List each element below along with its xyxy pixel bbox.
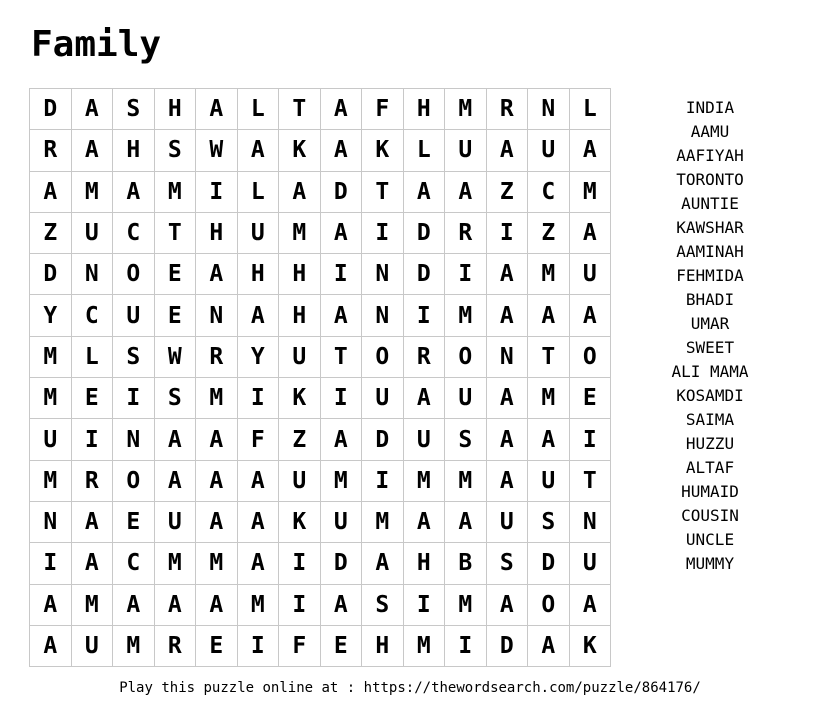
grid-cell[interactable]: A [486, 130, 528, 171]
grid-cell[interactable]: U [71, 625, 113, 666]
grid-cell[interactable]: O [113, 460, 155, 501]
word-list-item: KAWSHAR [676, 218, 744, 237]
word-list-item: HUMAID [681, 482, 739, 501]
grid-cell[interactable]: A [196, 89, 238, 130]
grid-cell[interactable]: A [237, 295, 279, 336]
grid-cell[interactable]: A [71, 543, 113, 584]
grid-cell[interactable]: M [569, 171, 611, 212]
grid-cell[interactable]: I [196, 171, 238, 212]
grid-cell[interactable]: O [528, 584, 570, 625]
grid-cell[interactable]: U [528, 460, 570, 501]
grid-cell[interactable]: Z [279, 419, 321, 460]
grid-row [30, 625, 611, 666]
grid-cell[interactable]: H [113, 130, 155, 171]
grid-cell[interactable]: A [528, 295, 570, 336]
word-list-item: AUNTIE [681, 194, 739, 213]
grid-cell[interactable]: S [154, 130, 196, 171]
grid-cell[interactable]: I [320, 254, 362, 295]
grid-cell[interactable]: R [71, 460, 113, 501]
grid-cell[interactable]: D [320, 543, 362, 584]
grid-cell[interactable]: U [445, 130, 487, 171]
word-list-item: TORONTO [676, 170, 744, 189]
grid-cell[interactable]: F [279, 625, 321, 666]
grid-cell[interactable]: M [30, 336, 72, 377]
grid-cell[interactable]: L [237, 89, 279, 130]
grid-cell[interactable]: M [196, 543, 238, 584]
grid-cell[interactable]: N [113, 419, 155, 460]
grid-cell[interactable]: N [196, 295, 238, 336]
grid-cell[interactable]: I [237, 378, 279, 419]
grid-cell[interactable]: A [569, 584, 611, 625]
word-list-item: SAIMA [685, 410, 735, 429]
grid-cell[interactable]: A [71, 501, 113, 542]
grid-cell[interactable]: A [154, 584, 196, 625]
grid-cell[interactable]: M [445, 295, 487, 336]
grid-cell[interactable]: I [30, 543, 72, 584]
word-list-item: HUZZU [685, 434, 735, 453]
grid-cell[interactable]: A [30, 625, 72, 666]
grid-row [30, 171, 611, 212]
grid-row [30, 336, 611, 377]
grid-cell[interactable]: A [486, 419, 528, 460]
grid-cell[interactable]: R [403, 336, 445, 377]
grid-cell[interactable]: I [403, 295, 445, 336]
grid-cell[interactable]: A [445, 501, 487, 542]
grid-cell[interactable]: C [113, 543, 155, 584]
grid-row [30, 254, 611, 295]
grid-cell[interactable]: O [362, 336, 404, 377]
footer-link-text: Play this puzzle online at : https://thewordsearch.com/puzzle/864176/ [119, 680, 701, 696]
word-list-item: UMAR [690, 314, 730, 333]
grid-cell[interactable]: M [71, 171, 113, 212]
grid-cell[interactable]: I [279, 543, 321, 584]
grid-cell[interactable]: D [30, 89, 72, 130]
grid-cell[interactable]: F [237, 419, 279, 460]
grid-cell[interactable]: A [320, 130, 362, 171]
grid-cell[interactable]: M [30, 378, 72, 419]
grid-cell[interactable]: N [569, 501, 611, 542]
grid-cell[interactable]: A [486, 584, 528, 625]
grid-cell[interactable]: U [320, 501, 362, 542]
grid-cell[interactable]: M [403, 625, 445, 666]
grid-cell[interactable]: I [445, 254, 487, 295]
grid-cell[interactable]: W [196, 130, 238, 171]
grid-cell[interactable]: N [486, 336, 528, 377]
grid-cell[interactable]: S [362, 584, 404, 625]
grid-cell[interactable]: I [362, 460, 404, 501]
grid-cell[interactable]: A [237, 501, 279, 542]
grid-cell[interactable]: U [237, 212, 279, 253]
grid-cell[interactable]: F [362, 89, 404, 130]
word-list-item: SWEET [685, 338, 735, 357]
grid-cell[interactable]: W [154, 336, 196, 377]
grid-row [30, 460, 611, 501]
grid-cell[interactable]: T [279, 89, 321, 130]
grid-cell[interactable]: D [486, 625, 528, 666]
grid-cell[interactable]: D [320, 171, 362, 212]
grid-row [30, 584, 611, 625]
grid-cell[interactable]: R [196, 336, 238, 377]
grid-cell[interactable]: A [196, 584, 238, 625]
grid-cell[interactable]: L [403, 130, 445, 171]
grid-cell[interactable]: A [320, 89, 362, 130]
grid-cell[interactable]: R [445, 212, 487, 253]
grid-cell[interactable]: H [154, 89, 196, 130]
grid-cell[interactable]: E [113, 501, 155, 542]
grid-cell[interactable]: Z [528, 212, 570, 253]
grid-cell[interactable]: A [362, 543, 404, 584]
grid-cell[interactable]: H [196, 212, 238, 253]
grid-cell[interactable]: C [528, 171, 570, 212]
grid-cell[interactable]: A [30, 171, 72, 212]
grid-cell[interactable]: O [445, 336, 487, 377]
grid-cell[interactable]: U [569, 254, 611, 295]
grid-cell[interactable]: A [237, 543, 279, 584]
grid-cell[interactable]: U [279, 460, 321, 501]
grid-cell[interactable]: N [362, 254, 404, 295]
grid-cell[interactable]: A [403, 501, 445, 542]
word-list-item: FEHMIDA [676, 266, 744, 285]
grid-cell[interactable]: A [320, 419, 362, 460]
grid-cell[interactable]: A [320, 295, 362, 336]
grid-cell[interactable]: M [528, 254, 570, 295]
grid-cell[interactable]: A [486, 378, 528, 419]
grid-cell[interactable]: U [403, 419, 445, 460]
grid-cell[interactable]: D [403, 254, 445, 295]
grid-cell[interactable]: L [569, 89, 611, 130]
grid-cell[interactable]: K [569, 625, 611, 666]
grid-cell[interactable]: H [237, 254, 279, 295]
grid-cell[interactable]: M [154, 543, 196, 584]
grid-cell[interactable]: S [486, 543, 528, 584]
grid-cell[interactable]: M [279, 212, 321, 253]
grid-cell[interactable]: U [528, 130, 570, 171]
grid-cell[interactable]: E [569, 378, 611, 419]
word-list [640, 96, 780, 576]
word-list-item: INDIA [685, 98, 735, 117]
grid-cell[interactable]: A [528, 419, 570, 460]
grid-cell[interactable]: A [486, 460, 528, 501]
grid-cell[interactable]: Y [237, 336, 279, 377]
word-list-item: COUSIN [681, 506, 739, 525]
grid-cell[interactable]: A [569, 212, 611, 253]
grid-cell[interactable]: O [113, 254, 155, 295]
grid-cell[interactable]: H [279, 295, 321, 336]
grid-row [30, 295, 611, 336]
grid-cell[interactable]: K [362, 130, 404, 171]
grid-cell[interactable]: N [30, 501, 72, 542]
grid-cell[interactable]: M [196, 378, 238, 419]
grid-cell[interactable]: A [196, 419, 238, 460]
grid-cell[interactable]: M [445, 460, 487, 501]
grid-cell[interactable]: U [569, 543, 611, 584]
grid-cell[interactable]: A [237, 460, 279, 501]
word-list-item: MUMMY [685, 554, 735, 573]
grid-cell[interactable]: D [362, 419, 404, 460]
word-list-item: ALTAF [685, 458, 735, 477]
grid-cell[interactable]: M [237, 584, 279, 625]
grid-cell[interactable]: T [362, 171, 404, 212]
grid-cell[interactable]: U [154, 501, 196, 542]
grid-cell[interactable]: M [30, 460, 72, 501]
grid-cell[interactable]: A [113, 584, 155, 625]
grid-cell[interactable]: N [528, 89, 570, 130]
grid-cell[interactable]: Z [30, 212, 72, 253]
grid-cell[interactable]: K [279, 130, 321, 171]
grid-row [30, 130, 611, 171]
puzzle-title: Family [31, 24, 162, 65]
grid-cell[interactable]: M [71, 584, 113, 625]
grid-cell[interactable]: K [279, 501, 321, 542]
grid-cell[interactable]: O [569, 336, 611, 377]
grid-cell[interactable]: A [71, 130, 113, 171]
grid-cell[interactable]: U [486, 501, 528, 542]
grid-cell[interactable]: B [445, 543, 487, 584]
word-list-item: BHADI [685, 290, 735, 309]
grid-cell[interactable]: R [154, 625, 196, 666]
grid-cell[interactable]: S [154, 378, 196, 419]
grid-cell[interactable]: A [528, 625, 570, 666]
grid-cell[interactable]: A [154, 419, 196, 460]
letter-grid [29, 88, 611, 667]
grid-cell[interactable]: M [362, 501, 404, 542]
grid-cell[interactable]: C [113, 212, 155, 253]
grid-cell[interactable]: I [362, 212, 404, 253]
grid-cell[interactable]: A [320, 212, 362, 253]
grid-cell[interactable]: A [320, 584, 362, 625]
grid-cell[interactable]: S [113, 336, 155, 377]
grid-cell[interactable]: L [71, 336, 113, 377]
grid-cell[interactable]: Y [30, 295, 72, 336]
grid-cell[interactable]: I [113, 378, 155, 419]
grid-cell[interactable]: A [196, 254, 238, 295]
grid-cell[interactable]: A [30, 584, 72, 625]
grid-cell[interactable]: S [113, 89, 155, 130]
grid-cell[interactable]: N [362, 295, 404, 336]
grid-cell[interactable]: U [445, 378, 487, 419]
grid-cell[interactable]: R [30, 130, 72, 171]
grid-cell[interactable]: A [569, 295, 611, 336]
grid-cell[interactable]: H [362, 625, 404, 666]
grid-cell[interactable]: M [113, 625, 155, 666]
grid-cell[interactable]: A [486, 254, 528, 295]
grid-cell[interactable]: T [320, 336, 362, 377]
word-list-item: AAMU [690, 122, 730, 141]
grid-cell[interactable]: A [569, 130, 611, 171]
grid-cell[interactable]: I [237, 625, 279, 666]
grid-cell[interactable]: N [71, 254, 113, 295]
grid-cell[interactable]: E [154, 295, 196, 336]
grid-cell[interactable]: A [403, 171, 445, 212]
grid-cell[interactable]: A [445, 171, 487, 212]
grid-cell[interactable]: A [154, 460, 196, 501]
word-list-item: AAMINAH [676, 242, 744, 261]
grid-cell[interactable]: D [403, 212, 445, 253]
grid-cell[interactable]: E [154, 254, 196, 295]
grid-cell[interactable]: A [403, 378, 445, 419]
grid-cell[interactable]: I [403, 584, 445, 625]
grid-cell[interactable]: T [528, 336, 570, 377]
grid-cell[interactable]: M [445, 584, 487, 625]
grid-cell[interactable]: U [113, 295, 155, 336]
grid-cell[interactable]: T [154, 212, 196, 253]
grid-cell[interactable]: U [30, 419, 72, 460]
grid-cell[interactable]: E [71, 378, 113, 419]
grid-cell[interactable]: L [237, 171, 279, 212]
grid-cell[interactable]: M [154, 171, 196, 212]
grid-cell[interactable]: I [445, 625, 487, 666]
grid-cell[interactable]: U [279, 336, 321, 377]
grid-cell[interactable]: I [71, 419, 113, 460]
grid-cell[interactable]: M [445, 89, 487, 130]
word-list-item: UNCLE [685, 530, 735, 549]
grid-cell[interactable]: A [113, 171, 155, 212]
grid-cell[interactable]: R [486, 89, 528, 130]
grid-cell[interactable]: A [237, 130, 279, 171]
grid-cell[interactable]: H [279, 254, 321, 295]
word-list-item: ALI MAMA [671, 362, 749, 381]
grid-cell[interactable]: I [486, 212, 528, 253]
grid-cell[interactable]: M [320, 460, 362, 501]
grid-cell[interactable]: Z [486, 171, 528, 212]
word-list-item: AAFIYAH [676, 146, 744, 165]
grid-row [30, 543, 611, 584]
grid-cell[interactable]: A [486, 295, 528, 336]
grid-cell[interactable]: M [403, 460, 445, 501]
grid-cell[interactable]: D [528, 543, 570, 584]
grid-cell[interactable]: A [196, 501, 238, 542]
grid-cell[interactable]: I [320, 378, 362, 419]
grid-cell[interactable]: A [71, 89, 113, 130]
grid-cell[interactable]: U [362, 378, 404, 419]
grid-cell[interactable]: C [71, 295, 113, 336]
grid-cell[interactable]: A [279, 171, 321, 212]
grid-row [30, 212, 611, 253]
grid-cell[interactable]: K [279, 378, 321, 419]
grid-cell[interactable]: E [320, 625, 362, 666]
grid-cell[interactable]: I [279, 584, 321, 625]
grid-row [30, 378, 611, 419]
grid-cell[interactable]: A [196, 460, 238, 501]
grid-cell[interactable]: S [528, 501, 570, 542]
grid-cell[interactable]: I [569, 419, 611, 460]
grid-row [30, 501, 611, 542]
grid-cell[interactable]: S [445, 419, 487, 460]
grid-cell[interactable]: H [403, 89, 445, 130]
grid-cell[interactable]: T [569, 460, 611, 501]
grid-row [30, 419, 611, 460]
grid-cell[interactable]: D [30, 254, 72, 295]
grid-cell[interactable]: M [528, 378, 570, 419]
grid-cell[interactable]: U [71, 212, 113, 253]
grid-cell[interactable]: E [196, 625, 238, 666]
grid-cell[interactable]: H [403, 543, 445, 584]
grid-row [30, 89, 611, 130]
word-list-item: KOSAMDI [676, 386, 744, 405]
